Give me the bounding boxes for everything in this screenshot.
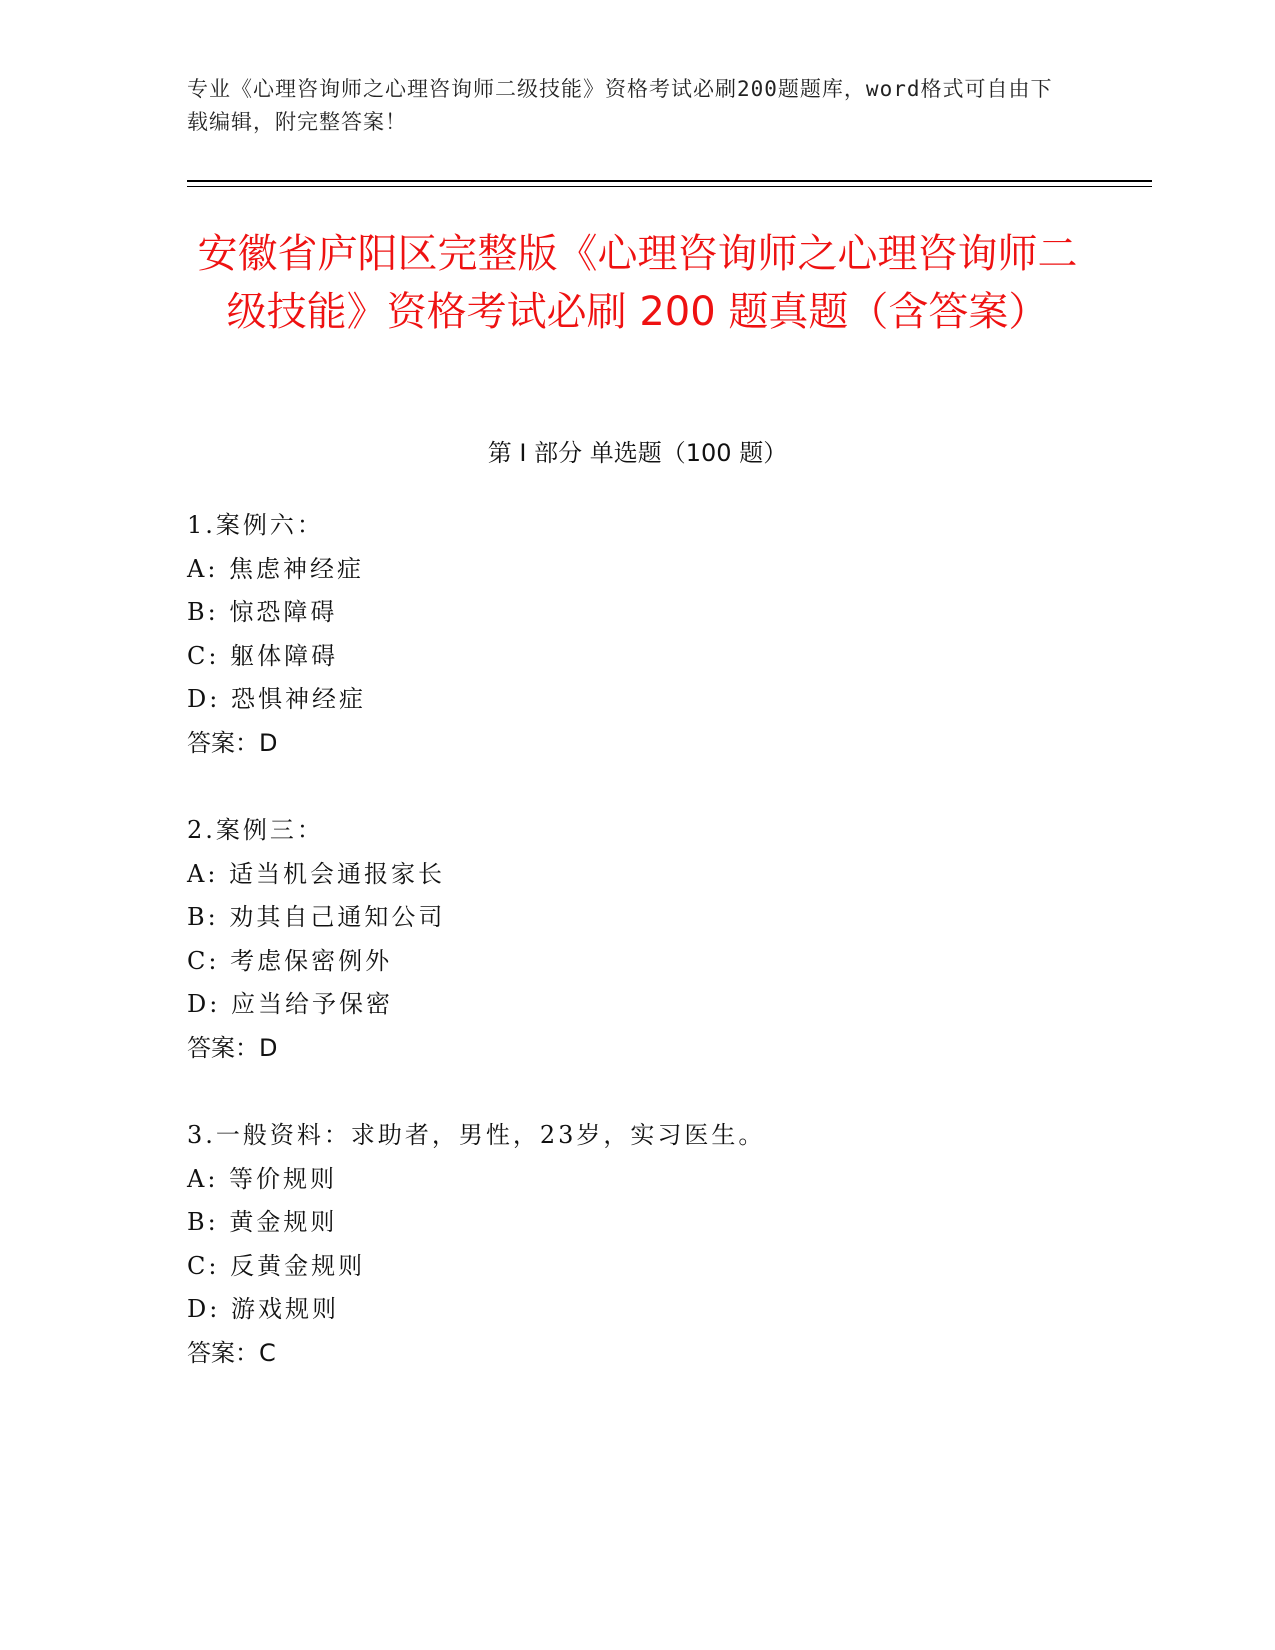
option-d: D: 游戏规则 — [187, 1295, 339, 1323]
answer: 答案：D — [187, 729, 278, 757]
option-b: B: 黄金规则 — [187, 1208, 338, 1236]
option-b: B: 劝其自己通知公司 — [187, 903, 446, 931]
header-note: 专业《心理咨询师之心理咨询师二级技能》资格考试必刷200题题库，word格式可自由下载编辑，附完整答案！ — [187, 77, 1053, 134]
header-rule-thick — [187, 180, 1152, 182]
option-a: A: 适当机会通报家长 — [187, 860, 446, 888]
option-b: B: 惊恐障碍 — [187, 598, 338, 626]
option-d: D: 恐惧神经症 — [187, 685, 366, 713]
section-title: 第 I 部分 单选题（100 题） — [487, 439, 788, 467]
option-d: D: 应当给予保密 — [187, 990, 393, 1018]
option-a: A: 等价规则 — [187, 1165, 338, 1193]
option-c: C: 躯体障碍 — [187, 642, 339, 670]
option-c: C: 反黄金规则 — [187, 1252, 366, 1280]
answer: 答案：D — [187, 1034, 278, 1062]
option-a: A: 焦虑神经症 — [187, 555, 365, 583]
answer: 答案：C — [187, 1339, 276, 1367]
header-rule-thin — [187, 186, 1152, 187]
option-c: C: 考虑保密例外 — [187, 947, 393, 975]
document-title: 安徽省庐阳区完整版《心理咨询师之心理咨询师二级技能》资格考试必刷 200 题真题（含答案） — [197, 231, 1078, 335]
question-stem: 3.一般资料：求助者，男性，23岁，实习医生。 — [187, 1121, 766, 1149]
question-stem: 2.案例三： — [187, 816, 324, 844]
question-stem: 1.案例六： — [187, 511, 324, 539]
